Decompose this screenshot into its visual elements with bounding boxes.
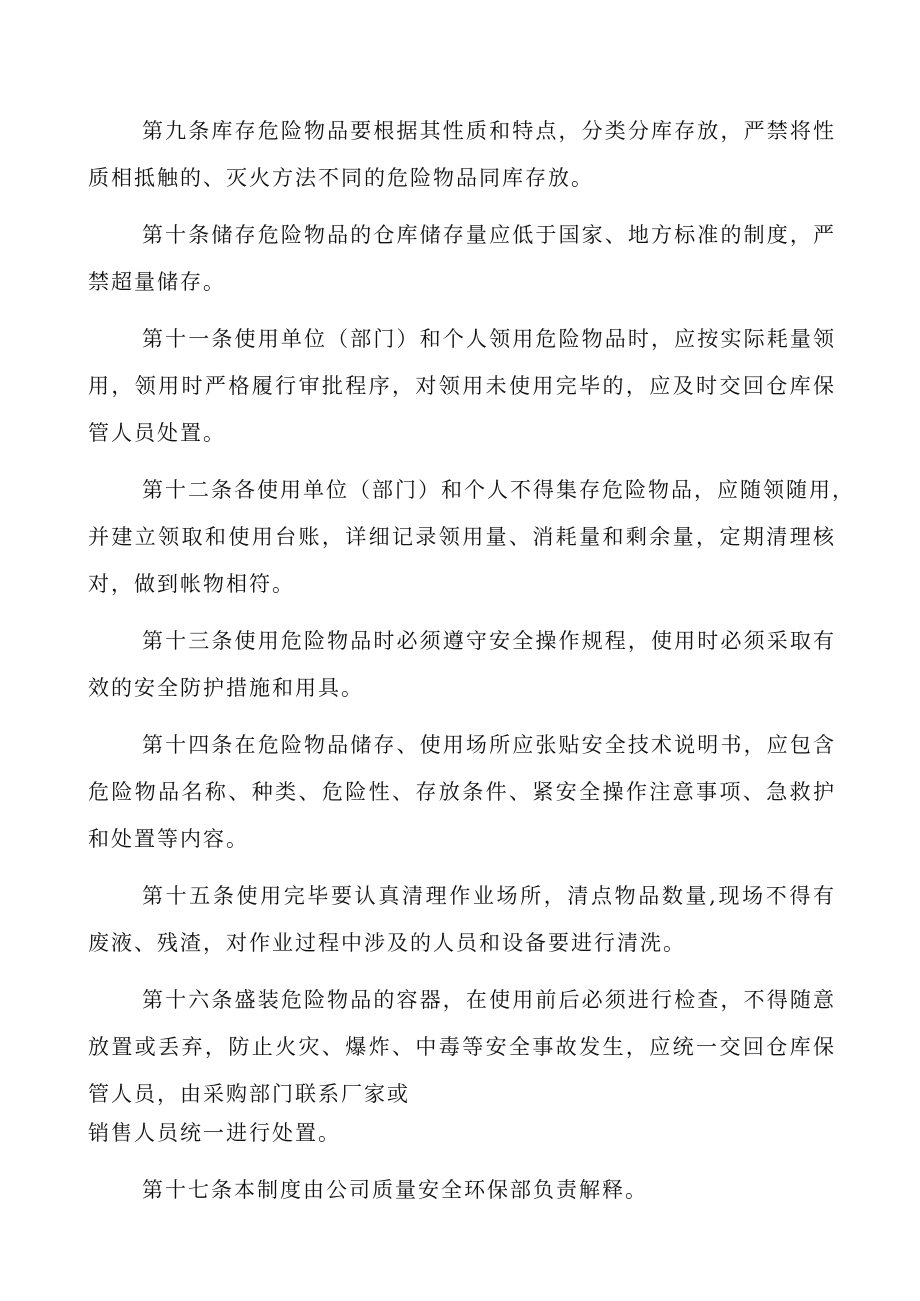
article-10 <box>88 212 836 306</box>
article-14-line-1: 第十四条在危险物品储存、使用场所应张贴安全技术说明书，应包含 <box>142 733 836 757</box>
article-13 <box>88 618 836 712</box>
article-17-line-1: 第十七条本制度由公司质量安全环保部负责解释。 <box>142 1178 648 1202</box>
article-17 <box>88 1167 836 1214</box>
article-11 <box>88 316 836 457</box>
article-16-line-1: 第十六条盛装危险物品的容器，在使用前后必须进行检查，不得随意 <box>142 988 836 1012</box>
article-15 <box>88 873 836 967</box>
article-13-line-1: 第十三条使用危险物品时必须遵守安全操作规程，使用时必须采取有 <box>142 629 836 653</box>
article-16-line-2: 放置或丢弃，防止火灾、爆炸、中毒等安全事故发生，应统一交回仓库保 <box>88 1035 836 1059</box>
article-14 <box>88 722 836 863</box>
article-11-line-1: 第十一条使用单位（部门）和个人领用危险物品时，应按实际耗量领 <box>142 327 836 351</box>
article-11-line-2: 用，领用时严格履行审批程序，对领用未使用完毕的，应及时交回仓库保 <box>88 374 836 398</box>
article-12-line-3: 对，做到帐物相符。 <box>88 572 295 596</box>
document-body <box>88 108 855 1224</box>
article-14-line-2: 危险物品名称、种类、危险性、存放条件、紧安全操作注意事项、急救护 <box>88 780 836 804</box>
article-15-line-1: 第十五条使用完毕要认真清理作业场所，清点物品数量,现场不得有 <box>142 884 836 908</box>
article-10-line-1: 第十条储存危险物品的仓库储存量应低于国家、地方标准的制度，严 <box>142 223 836 247</box>
article-9 <box>88 108 836 202</box>
article-15-line-2: 废液、残渣，对作业过程中涉及的人员和设备要进行清洗。 <box>88 931 686 955</box>
article-9-line-1: 第九条库存危险物品要根据其性质和特点，分类分库存放，严禁将性 <box>142 119 836 143</box>
article-12-line-2: 并建立领取和使用台账，详细记录领用量、消耗量和剩余量，定期清理核 <box>88 525 836 549</box>
article-12 <box>88 467 855 608</box>
article-11-line-3: 管人员处置。 <box>88 421 226 445</box>
article-13-line-2: 效的安全防护措施和用具。 <box>88 676 364 700</box>
article-12-line-1: 第十二条各使用单位（部门）和个人不得集存危险物品，应随领随用， <box>142 478 855 502</box>
article-10-line-2: 禁超量储存。 <box>88 270 226 294</box>
article-9-line-2: 质相抵触的、灭火方法不同的危险物品同库存放。 <box>88 166 594 190</box>
article-14-line-3: 和处置等内容。 <box>88 827 249 851</box>
article-16-line-3: 管人员，由采购部门联系厂家或 <box>88 1082 410 1106</box>
article-16 <box>88 977 836 1157</box>
article-16-line-4: 销售人员统一进行处置。 <box>88 1121 341 1145</box>
